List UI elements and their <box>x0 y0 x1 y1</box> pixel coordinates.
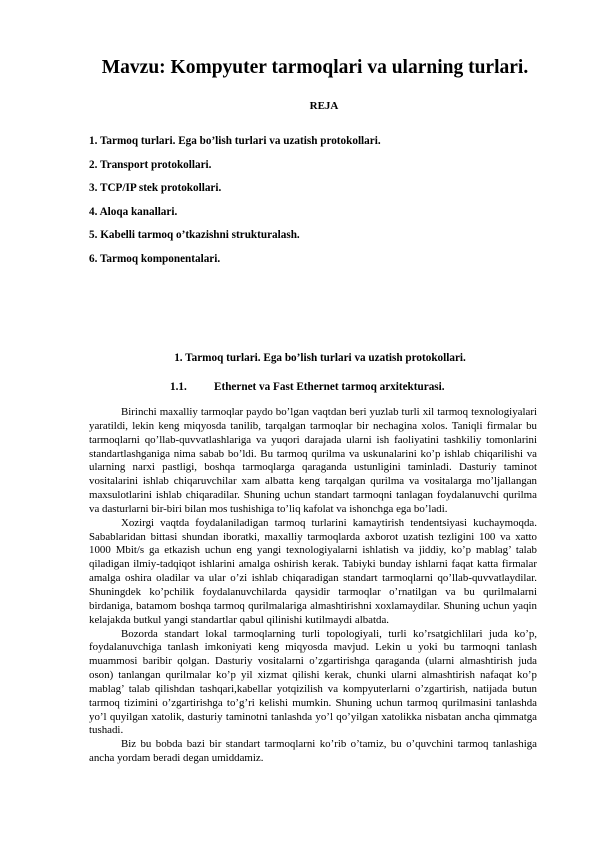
plan-heading: REJA <box>309 100 339 112</box>
plan-item: 1. Tarmoq turlari. Ega bo’lish turlari va uzatish protokollari. <box>89 135 381 147</box>
plan-item: 6. Tarmoq komponentalari. <box>89 252 221 265</box>
paragraph: Biz bu bobda bazi bir standart tarmoqlarni ko’rib o’tamiz, bu o’quvchini tarmoq tanlashiga ancha yordam beradi degan umiddamiz. <box>89 738 537 765</box>
plan-list <box>89 134 381 276</box>
paragraph: Bozorda standart lokal tarmoqlarning turli topologiyali, turli ko’rsatgichlilari juda ko’p, foydalanuvchiga tanlash imkoniyati keng miqyosda mavjud. Lekin u yoki bu tarmoqni tanlash muammosi baribir qolgan. Dasturiy vositalarni o’zgartirishga qaraganda (ularni almashtirish juda oson) tanlangan qurilmalar ko’p yil xizmat qilishi kerak, chunki ularni almashtirish nafaqat ko’p mablag’ talab qilishdan tashqari,kabellar yotqizilish va kompyuterlarni o’zgartirish, natijada butun tarmoq tizimini o’zgartirishga to’g’ri kelishi mumkin. Shuning uchun tarmoq qurilmasini tanlashda yo’l quyilgan xatolik, dasturiy taminotni tanlashda yo’l qo’yilgan xatolikka nisbatan ancha qimmatga tushadi. <box>89 627 537 737</box>
subsection-number: 1.1. <box>170 381 187 393</box>
body-text <box>89 406 537 766</box>
section-heading: 1. Tarmoq turlari. Ega bo’lish turlari va uzatish protokollari. <box>174 352 466 364</box>
subsection-heading <box>170 381 445 393</box>
plan-item: 5. Kabelli tarmoq o’tkazishni strukturalash. <box>89 229 300 242</box>
subsection-title: Ethernet va Fast Ethernet tarmoq arxitekturasi. <box>214 381 445 393</box>
paragraph: Xozirgi vaqtda foydalaniladigan tarmoq turlarini kamaytirish tendentsiyasi kuchaymoqda. Sabablaridan bittasi shundan iboratki, maxalliy tarmoqlarda axborot uzatish tezligini 100 va xatto 1000 Mbit/s ga etkazish uchun eng yangi texnologiyalarni ishlatish va jiddiy, ko’p mablag’ talab qiladigan ilmiy-tadqiqot ishlarini amalga oshirish kerak. Tabiyki bunday ishlarni faqat katta firmalar amalga oshira oladilar va ular o’zi ishlab chiqaradigan standart tarmoqlarni qo’llab-quvvatlaydilar. Shuningdek ko’pchilik foydalanuvchilarda qaysidir tarmoqlar o’rnatilgan va bu qurilmalarni birdaniga, batamom boshqa tarmoq qurilmalariga almashtirishni xoxlamaydilar. Shuning uchun yaqin kelajakda butkul yangi standartlar qabul qilinishi kutilmaydi albatda. <box>89 516 537 626</box>
paragraph: Birinchi maxalliy tarmoqlar paydo bo’lgan vaqtdan beri yuzlab turli xil tarmoq texnologiyalari yaratildi, lekin keng miqyosda tanilib, tarqalgan tarmoqlar bir nechagina xolos. Taniqli firmalar bu tarmoqlarni qo’llab-quvvatlashlariga va yuqori darajada ularni ish faoliyatini tashkiliy tomonlarini standartlashganiga nima sabab bo’ldi. Bu tarmoq qurilma va uskunalarini ko’p ishlab chiqarilishi va ularning narxi pastligi, boshqa tarmoqlarga qaraganda ustunligini taminladi. Dasturiy taminot vositalarini ishlab chiqaruvchilar xam albatta keng tarqalgan qurilma va vositalarga mo’ljallangan maxsulotlarini ishlab chiqaradilar. Shuning uchun standart tarmoqni tanlagan foydalanuvchi qurilma va dasturlarni bir-biri bilan mos tushishiga to’liq kafolat va ishonchga ega bo’ladi. <box>89 406 537 515</box>
plan-item: 3. TCP/IP stek protokollari. <box>89 182 222 195</box>
plan-item: 4. Aloqa kanallari. <box>89 205 178 218</box>
document-title: Mavzu: Kompyuter tarmoqlari va ularning turlari. <box>101 57 529 78</box>
plan-item: 2. Transport protokollari. <box>89 158 212 171</box>
